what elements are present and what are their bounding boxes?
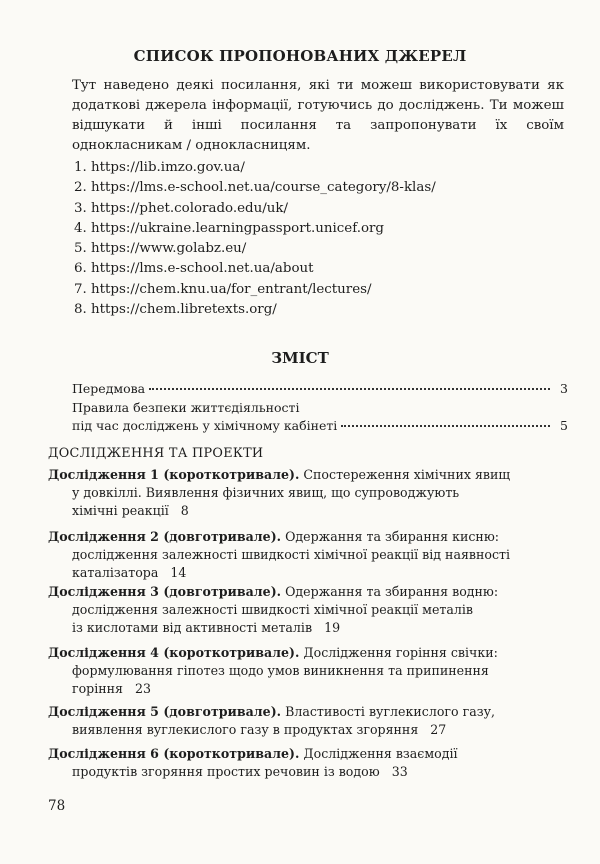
study-line3: хімічні реакції	[72, 503, 169, 518]
toc-preface-label: Передмова	[72, 381, 146, 396]
toc-study-1	[48, 466, 568, 520]
study-page: 33	[391, 764, 408, 779]
study-line2: формулювання гіпотез щодо умов виникнення та припинення	[72, 663, 489, 678]
toc-study-4	[48, 644, 568, 698]
study-head: Дослідження 3 (довготривале).	[48, 584, 282, 599]
study-head: Дослідження 1 (короткотривале).	[48, 467, 300, 482]
study-line2: у довкіллі. Виявлення фізичних явищ, що супроводжують	[72, 485, 460, 500]
study-line2: дослідження залежності швидкості хімічної реакції від наявності	[72, 547, 511, 562]
study-line1: Дослідження горіння свічки:	[303, 645, 498, 660]
contents-title: ЗМІСТ	[271, 349, 329, 367]
study-line3: горіння	[72, 681, 124, 696]
study-head: Дослідження 2 (довготривале).	[48, 529, 282, 544]
link-item[interactable]: 3. https://phet.colorado.edu/uk/	[74, 200, 288, 216]
toc-study-6	[48, 745, 568, 781]
study-line1: Одержання та збирання водню:	[285, 584, 499, 599]
study-page: 27	[430, 722, 447, 737]
sources-title: СПИСОК ПРОПОНОВАНИХ ДЖЕРЕЛ	[133, 47, 467, 65]
link-item[interactable]: 4. https://ukraine.learningpassport.unicef.org	[74, 220, 384, 236]
study-line2: виявлення вуглекислого газу в продуктах згоряння	[72, 722, 419, 737]
leader-dots	[341, 425, 550, 427]
toc-study-2	[48, 528, 568, 582]
link-item[interactable]: 2. https://lms.e-school.net.ua/course_category/8-klas/	[74, 180, 436, 196]
study-line1: Дослідження взаємодії	[303, 746, 458, 761]
sources-intro: Тут наведено деякі посилання, які ти можеш використовувати як додаткові джерела інформації, готуючись до досліджень. Ти можеш відшукати й інші посилання та запропонувати їх своїм однокласникам / однокласницям.	[72, 78, 564, 153]
study-line1: Одержання та збирання кисню:	[285, 529, 500, 544]
study-head: Дослідження 5 (довготривале).	[48, 704, 282, 719]
toc-safety-line2: під час досліджень у хімічному кабінеті	[72, 418, 338, 433]
study-page: 19	[324, 620, 341, 635]
study-line3: каталізатора	[72, 565, 159, 580]
toc-study-5	[48, 703, 568, 739]
toc-safety-line1: Правила безпеки життєдіяльності	[72, 400, 300, 415]
study-line1: Властивості вуглекислого газу,	[285, 704, 495, 719]
study-line2: дослідження залежності швидкості хімічної реакції металів	[72, 602, 474, 617]
study-line3: із кислотами від активності металів	[72, 620, 313, 635]
link-item[interactable]: 8. https://chem.libretexts.org/	[74, 302, 277, 318]
page-number: 78	[48, 798, 66, 814]
studies-section-title: ДОСЛІДЖЕННЯ ТА ПРОЕКТИ	[48, 446, 264, 461]
link-item[interactable]: 6. https://lms.e-school.net.ua/about	[74, 261, 314, 277]
toc-study-3	[48, 583, 568, 637]
link-item[interactable]: 7. https://chem.knu.ua/for_entrant/lectures/	[74, 281, 372, 297]
toc-preface-page: 3	[560, 381, 568, 396]
study-line1: Спостереження хімічних явищ	[303, 467, 511, 482]
study-head: Дослідження 4 (короткотривале).	[48, 645, 300, 660]
toc-preface	[72, 380, 568, 398]
toc-safety	[72, 399, 568, 435]
study-line2: продуктів згоряння простих речовин із водою	[72, 764, 380, 779]
study-page: 8	[180, 503, 189, 518]
study-page: 14	[170, 565, 187, 580]
links-list	[74, 158, 436, 320]
link-item[interactable]: 1. https://lib.imzo.gov.ua/	[74, 160, 245, 175]
study-head: Дослідження 6 (короткотривале).	[48, 746, 300, 761]
leader-dots	[149, 388, 550, 390]
link-item[interactable]: 5. https://www.golabz.eu/	[74, 241, 247, 257]
study-page: 23	[135, 681, 152, 696]
toc-safety-page: 5	[560, 418, 568, 433]
